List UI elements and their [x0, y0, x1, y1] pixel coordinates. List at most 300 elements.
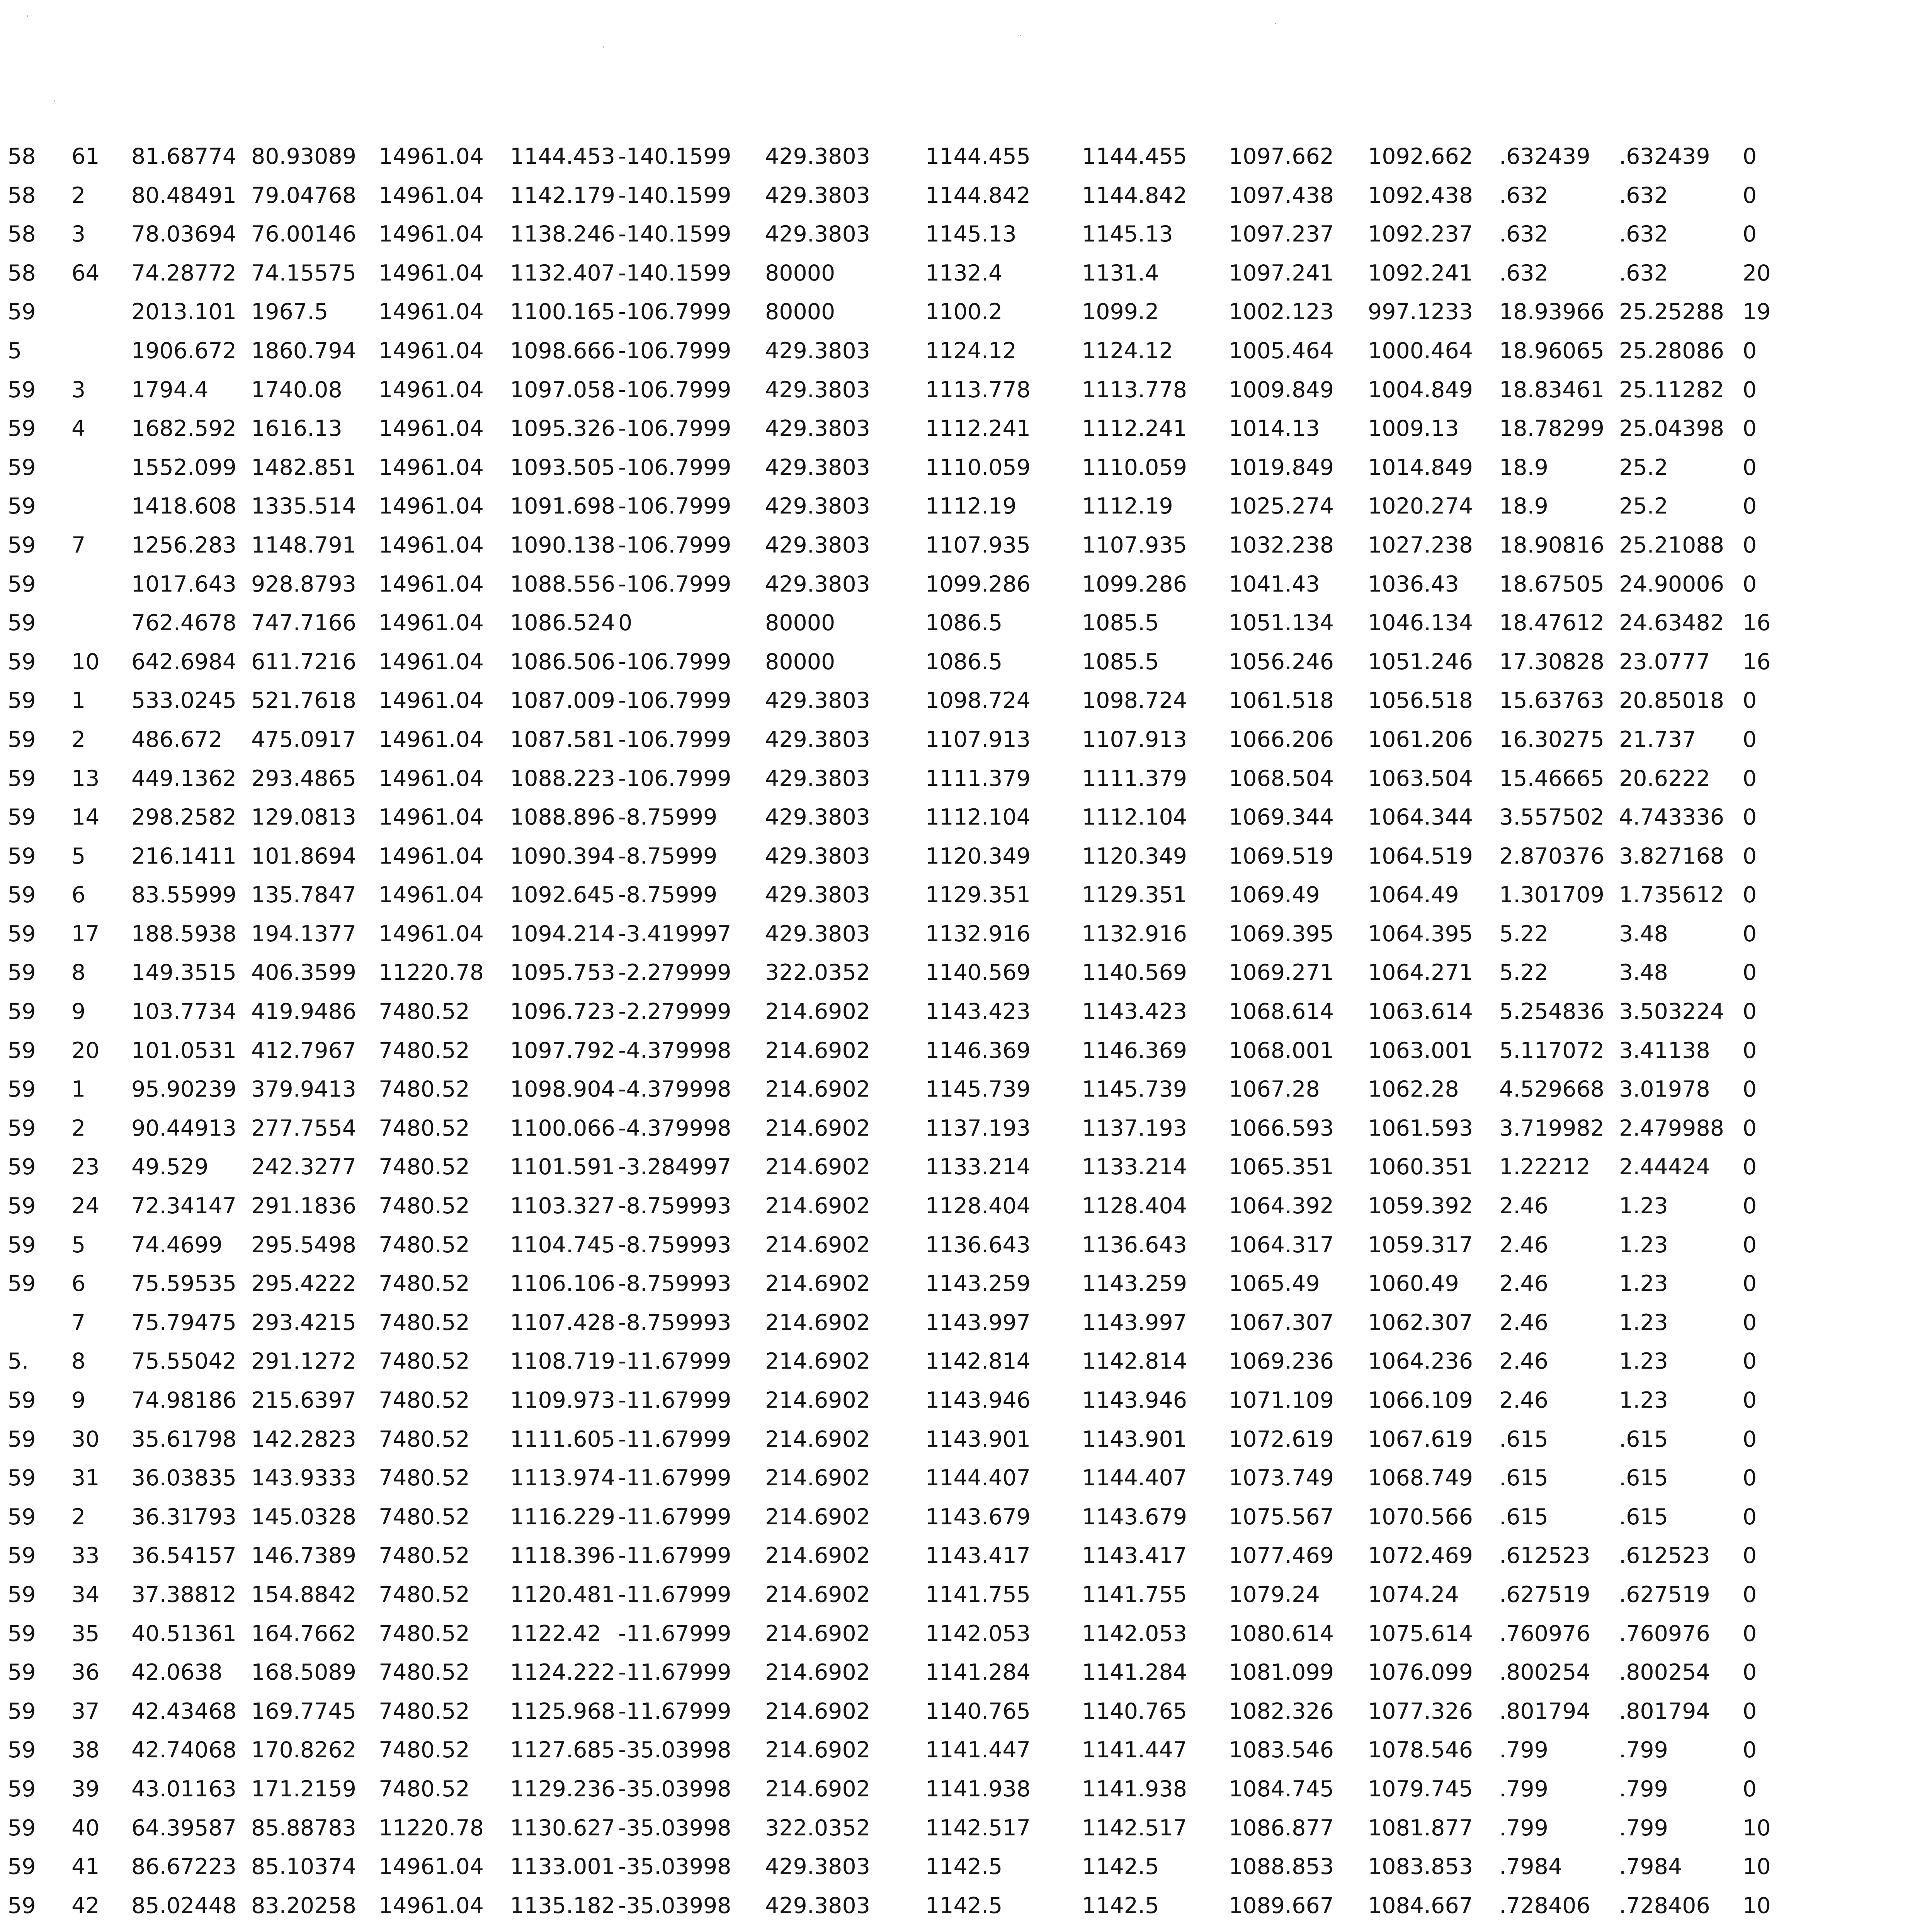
table-cell: 59: [8, 1854, 36, 1880]
table-cell: 33: [71, 1543, 100, 1569]
table-cell: 4.743336: [1619, 804, 1724, 830]
table-cell: 59: [8, 1115, 36, 1141]
table-cell: 1064.317: [1229, 1232, 1334, 1258]
table-cell: -4.379998: [618, 1037, 731, 1063]
table-cell: 135.7847: [251, 882, 356, 908]
table-cell: 1144.407: [1082, 1465, 1187, 1491]
table-cell: 1081.099: [1229, 1660, 1334, 1685]
table-cell: 1129.236: [510, 1776, 615, 1802]
table-cell: .760976: [1499, 1621, 1590, 1646]
table-cell: 7480.52: [379, 1543, 470, 1569]
table-cell: 14961.04: [379, 571, 484, 597]
table-cell: 13: [71, 765, 100, 791]
table-cell: 214.6902: [765, 1154, 870, 1180]
table-cell: 59: [8, 1893, 36, 1918]
table-cell: 74.4699: [131, 1232, 223, 1258]
table-cell: 2.46: [1499, 1271, 1548, 1297]
table-cell: 1076.099: [1368, 1660, 1473, 1685]
table-cell: 18.93966: [1499, 299, 1604, 325]
table-cell: 1112.19: [925, 493, 1017, 519]
table-cell: 1075.567: [1229, 1504, 1334, 1530]
table-cell: 1146.369: [1082, 1037, 1187, 1063]
table-cell: 3.01978: [1619, 1077, 1710, 1102]
table-cell: 1108.719: [510, 1349, 615, 1374]
table-cell: -106.7999: [618, 726, 731, 752]
table-cell: 1145.13: [925, 221, 1017, 247]
table-cell: 14961.04: [379, 610, 484, 636]
table-cell: 35.61798: [131, 1426, 236, 1452]
table-cell: 1112.241: [925, 416, 1031, 442]
table-cell: 1069.395: [1229, 921, 1334, 947]
table-cell: 1069.49: [1229, 882, 1320, 908]
table-cell: 38: [71, 1737, 100, 1763]
table-cell: 37.38812: [131, 1582, 236, 1607]
table-cell: 1.22212: [1499, 1154, 1590, 1180]
table-cell: 1093.505: [510, 454, 615, 480]
table-cell: 295.5498: [251, 1232, 356, 1258]
table-cell: 1086.5: [925, 649, 1003, 675]
table-cell: 59: [8, 1154, 36, 1180]
table-cell: 1106.106: [510, 1271, 615, 1297]
table-cell: 1088.556: [510, 571, 615, 597]
table-cell: 23.0777: [1619, 649, 1710, 675]
table-cell: 293.4865: [251, 765, 356, 791]
table-cell: 1104.745: [510, 1232, 615, 1258]
table-cell: 42.43468: [131, 1698, 236, 1724]
table-cell: 59: [8, 999, 36, 1025]
table-cell: -8.759993: [618, 1271, 731, 1297]
table-cell: 1113.778: [1082, 377, 1187, 403]
table-cell: 14961.04: [379, 1854, 484, 1880]
table-cell: 14961.04: [379, 921, 484, 947]
table-cell: 1032.238: [1229, 532, 1334, 558]
table-row: [8, 681, 1862, 720]
table-cell: 1084.745: [1229, 1776, 1334, 1802]
table-cell: 291.1272: [251, 1349, 356, 1374]
table-row: [8, 798, 1862, 837]
table-cell: 59: [8, 610, 36, 636]
table-cell: 5.117072: [1499, 1037, 1604, 1063]
table-cell: -106.7999: [618, 377, 731, 403]
table-cell: 15.46665: [1499, 765, 1604, 791]
table-cell: 169.7745: [251, 1698, 356, 1724]
table-cell: 0: [1743, 688, 1757, 714]
table-cell: 20.85018: [1619, 688, 1724, 714]
table-cell: 1081.877: [1368, 1815, 1473, 1841]
table-cell: 1.23: [1619, 1310, 1668, 1335]
table-cell: 1067.28: [1229, 1077, 1320, 1102]
table-cell: 14961.04: [379, 726, 484, 752]
table-cell: 14961.04: [379, 260, 484, 286]
table-row: [8, 1653, 1862, 1692]
table-cell: 5: [71, 843, 86, 869]
table-cell: 20: [71, 1037, 100, 1063]
table-cell: 1079.745: [1368, 1776, 1473, 1802]
table-cell: 1094.214: [510, 921, 615, 947]
table-cell: 7480.52: [379, 1698, 470, 1724]
table-cell: .632439: [1499, 144, 1590, 169]
table-cell: 1068.614: [1229, 999, 1334, 1025]
table-cell: 1098.724: [1082, 688, 1187, 714]
table-cell: 171.2159: [251, 1776, 356, 1802]
table-cell: 1124.222: [510, 1660, 615, 1685]
table-cell: 1335.514: [251, 493, 356, 519]
table-cell: 1128.404: [1082, 1193, 1187, 1219]
table-cell: 14961.04: [379, 843, 484, 869]
table-cell: 59: [8, 688, 36, 714]
table-cell: -106.7999: [618, 571, 731, 597]
table-cell: 0: [1743, 1543, 1757, 1569]
table-cell: 25.11282: [1619, 377, 1724, 403]
table-row: [8, 1536, 1862, 1575]
table-cell: 24: [71, 1193, 100, 1219]
table-cell: 42: [71, 1893, 100, 1918]
table-cell: .799: [1619, 1776, 1668, 1802]
table-cell: 74.15575: [251, 260, 356, 286]
table-cell: 7480.52: [379, 1271, 470, 1297]
table-cell: -140.1599: [618, 144, 731, 169]
table-cell: 1682.592: [131, 416, 236, 442]
table-cell: 85.88783: [251, 1815, 356, 1841]
table-cell: 78.03694: [131, 221, 236, 247]
table-cell: -2.279999: [618, 960, 731, 986]
table-cell: 1135.182: [510, 1893, 615, 1918]
table-cell: 3: [71, 377, 86, 403]
table-row: [8, 992, 1862, 1031]
table-cell: -106.7999: [618, 532, 731, 558]
table-cell: 1020.274: [1368, 493, 1473, 519]
table-cell: 83.20258: [251, 1893, 356, 1918]
table-cell: 7480.52: [379, 1737, 470, 1763]
table-cell: 1065.49: [1229, 1271, 1320, 1297]
table-cell: 1084.667: [1368, 1893, 1473, 1918]
table-cell: [1368, 1925, 1473, 1932]
table-cell: 9: [71, 999, 86, 1025]
table-cell: 429.3803: [765, 921, 870, 947]
scan-speck: [54, 100, 55, 102]
table-cell: 1074.24: [1368, 1582, 1459, 1607]
table-cell: 10: [1743, 1854, 1771, 1880]
table-cell: 80.93089: [251, 144, 356, 169]
table-cell: 1097.792: [510, 1037, 615, 1063]
table-cell: 1141.447: [925, 1737, 1031, 1763]
table-cell: 34: [71, 1582, 100, 1607]
table-cell: .7984: [1499, 1854, 1563, 1880]
table-cell: 43.01163: [131, 1776, 236, 1802]
table-cell: 214.6902: [765, 1310, 870, 1335]
table-cell: 1107.913: [1082, 726, 1187, 752]
table-cell: 1111.379: [1082, 765, 1187, 791]
table-cell: 42.74068: [131, 1737, 236, 1763]
table-cell: 0: [1743, 1310, 1757, 1335]
table-cell: -35.03998: [618, 1815, 731, 1841]
table-cell: 59: [8, 765, 36, 791]
table-cell: 379.9413: [251, 1077, 356, 1102]
table-cell: 291.1836: [251, 1193, 356, 1219]
table-cell: 216.1411: [131, 843, 236, 869]
table-row: [8, 837, 1862, 876]
table-cell: 59: [8, 1232, 36, 1258]
table-cell: 129.0813: [251, 804, 356, 830]
table-cell: 3.827168: [1619, 843, 1724, 869]
table-cell: 24.90006: [1619, 571, 1724, 597]
data-table: [8, 137, 1862, 1932]
table-cell: 0: [1743, 377, 1757, 403]
table-cell: 429.3803: [765, 182, 870, 208]
table-cell: 1061.593: [1368, 1115, 1473, 1141]
table-cell: 1092.241: [1368, 260, 1473, 286]
table-cell: 429.3803: [765, 454, 870, 480]
table-cell: 1063.614: [1368, 999, 1473, 1025]
table-cell: 7480.52: [379, 999, 470, 1025]
table-cell: -11.67999: [618, 1621, 731, 1646]
table-cell: 1064.344: [1368, 804, 1473, 830]
table-cell: 1418.608: [131, 493, 236, 519]
table-cell: 2.46: [1499, 1349, 1548, 1374]
table-cell: 18.78299: [1499, 416, 1604, 442]
table-cell: 1.23: [1619, 1388, 1668, 1413]
table-row: [8, 409, 1862, 448]
table-cell: 0: [1743, 726, 1757, 752]
table-cell: 1120.481: [510, 1582, 615, 1607]
table-cell: 3.719982: [1499, 1115, 1604, 1141]
table-cell: 1101.591: [510, 1154, 615, 1180]
table-cell: 2.479988: [1619, 1115, 1724, 1141]
table-cell: 1113.974: [510, 1465, 615, 1491]
table-cell: .612523: [1499, 1543, 1590, 1569]
table-cell: 0: [1743, 1077, 1757, 1102]
table-cell: 1109.973: [510, 1388, 615, 1413]
table-cell: 14961.04: [379, 649, 484, 675]
table-cell: [765, 1925, 870, 1932]
table-cell: 0: [1743, 921, 1757, 947]
table-cell: 0: [1743, 1465, 1757, 1491]
table-cell: 0: [1743, 532, 1757, 558]
table-cell: 101.0531: [131, 1037, 236, 1063]
table-cell: 1616.13: [251, 416, 342, 442]
table-cell: 1132.916: [925, 921, 1031, 947]
table-cell: 59: [8, 1737, 36, 1763]
table-cell: 0: [1743, 882, 1757, 908]
table-cell: 1112.241: [1082, 416, 1187, 442]
table-cell: 1120.349: [1082, 843, 1187, 869]
table-cell: 1066.109: [1368, 1388, 1473, 1413]
table-cell: 72.34147: [131, 1193, 236, 1219]
table-cell: 86.67223: [131, 1854, 236, 1880]
table-cell: 1002.123: [1229, 299, 1334, 325]
scan-speck: [27, 15, 28, 17]
table-cell: 59: [8, 493, 36, 519]
table-cell: 1051.134: [1229, 610, 1334, 636]
table-cell: 1124.12: [1082, 338, 1173, 364]
table-cell: 6: [71, 1271, 86, 1297]
table-cell: -8.75999: [618, 882, 718, 908]
table-cell: 1143.946: [1082, 1388, 1187, 1413]
table-cell: 2: [71, 726, 86, 752]
table-row: [8, 1342, 1862, 1381]
table-cell: 1142.517: [925, 1815, 1031, 1841]
table-cell: 429.3803: [765, 804, 870, 830]
table-cell: 1120.349: [925, 843, 1031, 869]
table-cell: .760976: [1619, 1621, 1710, 1646]
table-cell: 7480.52: [379, 1310, 470, 1335]
table-cell: 762.4678: [131, 610, 236, 636]
table-cell: 1143.423: [925, 999, 1031, 1025]
table-row: [8, 1809, 1862, 1848]
table-cell: 1071.109: [1229, 1388, 1334, 1413]
table-cell: 7480.52: [379, 1115, 470, 1141]
table-row: [8, 1381, 1862, 1420]
table-cell: 25.2: [1619, 493, 1668, 519]
table-cell: 1143.997: [925, 1310, 1031, 1335]
table-cell: 1095.326: [510, 416, 615, 442]
table-cell: 7480.52: [379, 1465, 470, 1491]
table-cell: 59: [8, 960, 36, 986]
table-cell: 1140.765: [1082, 1698, 1187, 1724]
table-cell: 15.63763: [1499, 688, 1604, 714]
table-cell: 1740.08: [251, 377, 342, 403]
table-cell: 1144.455: [925, 144, 1031, 169]
table-cell: 1064.392: [1229, 1193, 1334, 1219]
table-row: [8, 254, 1862, 293]
table-cell: 142.2823: [251, 1426, 356, 1452]
table-cell: 74.28772: [131, 260, 236, 286]
table-cell: 1100.066: [510, 1115, 615, 1141]
table-cell: 997.1233: [1368, 299, 1473, 325]
table-cell: 1004.849: [1368, 377, 1473, 403]
table-cell: 1090.394: [510, 843, 615, 869]
table-row: [8, 1498, 1862, 1537]
table-cell: 1137.193: [925, 1115, 1031, 1141]
table-cell: 36.54157: [131, 1543, 236, 1569]
table-cell: 1069.236: [1229, 1349, 1334, 1374]
table-cell: 25.04398: [1619, 416, 1724, 442]
scan-speck: [1275, 23, 1276, 24]
table-cell: 1092.237: [1368, 221, 1473, 247]
table-cell: 4.529668: [1499, 1077, 1604, 1102]
table-cell: 1089.667: [1229, 1893, 1334, 1918]
table-cell: 19: [1743, 299, 1771, 325]
table-cell: 1067.307: [1229, 1310, 1334, 1335]
table-cell: 8: [71, 960, 86, 986]
table-cell: 59: [8, 1621, 36, 1646]
table-cell: 1141.938: [925, 1776, 1031, 1802]
table-row: [8, 1187, 1862, 1226]
table-cell: 20.6222: [1619, 765, 1710, 791]
table-cell: 7480.52: [379, 1621, 470, 1646]
table-cell: 1140.765: [925, 1698, 1031, 1724]
table-cell: 59: [8, 1504, 36, 1530]
table-cell: 59: [8, 1465, 36, 1491]
table-cell: 429.3803: [765, 221, 870, 247]
table-cell: 295.4222: [251, 1271, 356, 1297]
table-cell: 7480.52: [379, 1037, 470, 1063]
table-cell: 7480.52: [379, 1582, 470, 1607]
table-cell: 59: [8, 1077, 36, 1102]
table-cell: 2.46: [1499, 1310, 1548, 1335]
table-cell: 59: [8, 1388, 36, 1413]
table-cell: 1113.778: [925, 377, 1031, 403]
table-cell: 59: [8, 532, 36, 558]
table-cell: 59: [8, 1193, 36, 1219]
table-cell: 214.6902: [765, 1737, 870, 1763]
table-cell: 1: [71, 1077, 86, 1102]
table-cell: 1140.569: [1082, 960, 1187, 986]
table-cell: [1743, 1925, 1771, 1932]
table-cell: 90.44913: [131, 1115, 236, 1141]
table-cell: 1133.214: [925, 1154, 1031, 1180]
table-row: [8, 1692, 1862, 1731]
table-cell: 1098.666: [510, 338, 615, 364]
table-cell: 0: [1743, 960, 1757, 986]
table-cell: -35.03998: [618, 1737, 731, 1763]
table-row: [8, 137, 1862, 176]
table-cell: 59: [8, 1543, 36, 1569]
table-row: [8, 915, 1862, 954]
table-cell: 1080.614: [1229, 1621, 1334, 1646]
table-cell: 277.7554: [251, 1115, 356, 1141]
table-cell: 58: [8, 260, 36, 286]
table-cell: 0: [1743, 144, 1757, 169]
table-cell: -35.03998: [618, 1776, 731, 1802]
table-cell: .615: [1619, 1504, 1668, 1530]
table-cell: 1096.723: [510, 999, 615, 1025]
table-cell: .627519: [1619, 1582, 1710, 1607]
table-cell: 14961.04: [379, 299, 484, 325]
table-row: [8, 953, 1862, 992]
table-cell: 1142.814: [1082, 1349, 1187, 1374]
table-cell: 1090.138: [510, 532, 615, 558]
table-cell: 2013.101: [131, 299, 236, 325]
table-cell: 429.3803: [765, 843, 870, 869]
table-cell: 5.254836: [1499, 999, 1604, 1025]
table-cell: 59: [8, 571, 36, 597]
table-cell: 7480.52: [379, 1232, 470, 1258]
table-cell: 1099.2: [1082, 299, 1159, 325]
table-cell: -35.03998: [618, 1854, 731, 1880]
table-cell: 39: [71, 1776, 100, 1802]
table-cell: 1145.13: [1082, 221, 1173, 247]
table-cell: -106.7999: [618, 454, 731, 480]
table-cell: 214.6902: [765, 1232, 870, 1258]
table-cell: 1088.853: [1229, 1854, 1334, 1880]
table-cell: 10: [1743, 1815, 1771, 1841]
table-cell: [131, 1925, 236, 1932]
table-cell: 1107.913: [925, 726, 1031, 752]
table-cell: 3.557502: [1499, 804, 1604, 830]
table-cell: 928.8793: [251, 571, 356, 597]
table-cell: 64: [71, 260, 100, 286]
table-cell: 1.23: [1619, 1232, 1668, 1258]
table-cell: 59: [8, 1582, 36, 1607]
table-cell: 1552.099: [131, 454, 236, 480]
table-cell: 1066.593: [1229, 1115, 1334, 1141]
table-cell: 42.0638: [131, 1660, 223, 1685]
table-cell: 1082.326: [1229, 1698, 1334, 1724]
table-cell: 3.41138: [1619, 1037, 1710, 1063]
table-cell: 0: [1743, 1660, 1757, 1685]
table-cell: 7480.52: [379, 1154, 470, 1180]
table-cell: 429.3803: [765, 726, 870, 752]
table-cell: 103.7734: [131, 999, 236, 1025]
table-row: [8, 1264, 1862, 1303]
table-cell: 1110.059: [925, 454, 1031, 480]
table-cell: 59: [8, 843, 36, 869]
table-cell: 1014.849: [1368, 454, 1473, 480]
table-cell: 1144.842: [925, 182, 1031, 208]
table-cell: .612523: [1619, 1543, 1710, 1569]
table-cell: 59: [8, 726, 36, 752]
